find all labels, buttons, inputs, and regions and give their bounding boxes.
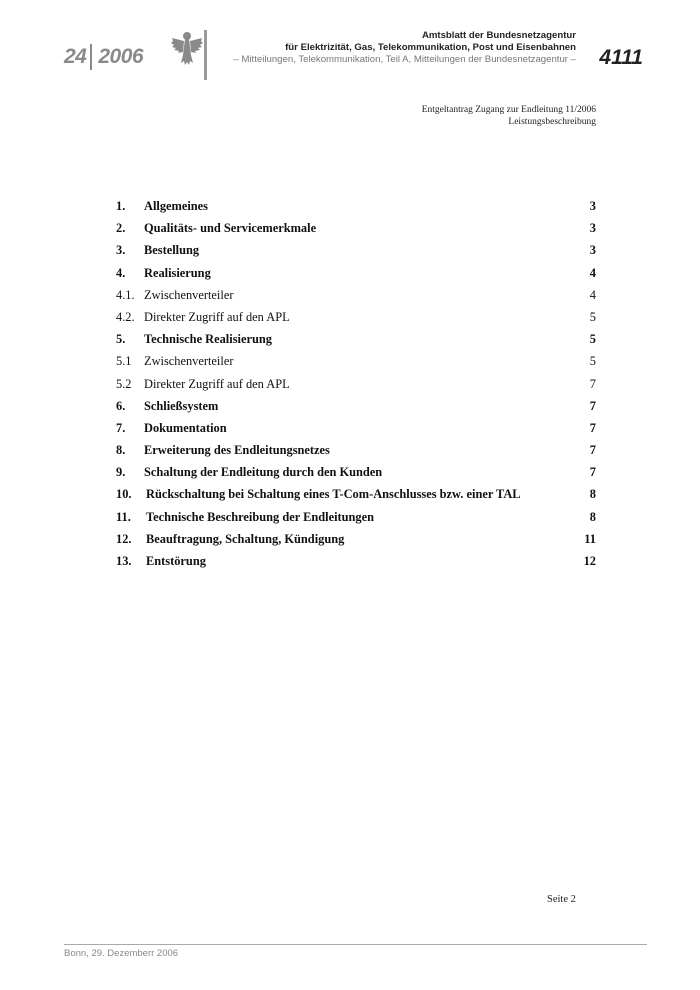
toc-entry-page: 4 xyxy=(589,265,596,280)
toc-entry[interactable] xyxy=(116,221,596,243)
page-label: Seite 2 xyxy=(547,894,576,905)
toc-entry[interactable] xyxy=(116,465,596,487)
toc-entry-page: 12 xyxy=(583,554,596,568)
toc-entry[interactable] xyxy=(116,377,596,399)
toc-entry-number: 1. xyxy=(116,199,126,213)
toc-entry-number: 9. xyxy=(116,465,126,480)
toc-entry-title: Dokumentation xyxy=(144,420,227,435)
toc-entry-page: 7 xyxy=(589,398,596,413)
toc-entry[interactable] xyxy=(116,288,596,310)
toc-entry-number: 12. xyxy=(116,531,132,546)
toc-entry-page: 8 xyxy=(589,487,596,502)
toc-entry-page: 11 xyxy=(584,531,596,546)
publisher-line-1: Amtsblatt der Bundesnetzagentur xyxy=(421,30,576,41)
toc-entry-title: Erweiterung des Endleitungsnetzes xyxy=(144,443,330,458)
toc-entry-title: Bestellung xyxy=(144,243,200,258)
document-meta-line-2: Leistungsbeschreibung xyxy=(508,117,596,127)
table-of-contents xyxy=(116,199,596,576)
toc-entry-title: Technische Beschreibung der Endleitungen xyxy=(146,509,375,524)
toc-entry[interactable] xyxy=(116,399,596,421)
toc-entry-number: 4.2. xyxy=(116,309,135,324)
document-meta-line-1: Entgeltantrag Zugang zur Endleitung 11/2006 xyxy=(421,105,596,115)
toc-entry-title: Schaltung der Endleitung durch den Kunden xyxy=(144,465,383,480)
toc-entry-page: 5 xyxy=(589,309,596,324)
toc-entry-page: 7 xyxy=(589,443,596,458)
toc-entry[interactable] xyxy=(116,532,596,554)
issue-number: 24 xyxy=(64,45,87,68)
federal-eagle-icon xyxy=(170,29,204,69)
toc-entry-title: Schließsystem xyxy=(144,398,219,413)
toc-entry-page: 8 xyxy=(589,509,596,524)
toc-entry-page: 7 xyxy=(589,420,596,435)
toc-entry-number: 5. xyxy=(116,332,126,347)
toc-entry-number: 3. xyxy=(116,243,126,258)
toc-entry[interactable] xyxy=(116,443,596,465)
toc-entry-title: Realisierung xyxy=(144,265,211,280)
toc-entry-title: Zwischenverteiler xyxy=(144,354,234,369)
document-meta xyxy=(422,104,596,128)
toc-entry-title: Beauftragung, Schaltung, Kündigung xyxy=(146,531,345,546)
issue-divider xyxy=(90,44,92,70)
toc-entry-number: 6. xyxy=(116,398,126,413)
toc-entry[interactable] xyxy=(116,266,596,288)
toc-entry-title: Direkter Zugriff auf den APL xyxy=(144,376,290,391)
toc-entry-number: 4. xyxy=(116,265,126,280)
toc-entry-number: 4.1. xyxy=(116,287,135,302)
toc-entry-number: 5.2 xyxy=(116,376,132,391)
toc-entry[interactable] xyxy=(116,354,596,376)
footer-rule xyxy=(64,944,647,945)
publication-header xyxy=(214,30,576,66)
publisher-line-2: für Elektrizität, Gas, Telekommunikation, Post und Eisenbahnen xyxy=(285,41,576,53)
footer-date: Bonn, 29. Dezemberr 2006 xyxy=(64,948,179,959)
toc-entry-page: 4 xyxy=(589,287,596,302)
toc-entry[interactable] xyxy=(116,554,596,576)
issue-label xyxy=(64,44,143,70)
toc-entry-number: 8. xyxy=(116,443,126,458)
toc-entry[interactable] xyxy=(116,199,596,221)
toc-entry-number: 7. xyxy=(116,420,126,435)
toc-entry[interactable] xyxy=(116,421,596,443)
toc-entry-page: 7 xyxy=(589,465,596,480)
toc-entry[interactable] xyxy=(116,487,596,509)
toc-entry-number: 5.1 xyxy=(116,354,132,369)
page-number: 4111 xyxy=(599,46,643,69)
toc-entry-title: Allgemeines xyxy=(144,199,209,213)
toc-entry-title: Rückschaltung bei Schaltung eines T-Com-Anschlusses bzw. einer TAL xyxy=(146,487,521,502)
toc-entry[interactable] xyxy=(116,510,596,532)
toc-entry-page: 3 xyxy=(589,243,596,258)
toc-entry[interactable] xyxy=(116,332,596,354)
toc-entry-title: Entstörung xyxy=(146,554,206,568)
toc-entry-number: 13. xyxy=(116,554,132,568)
issue-year: 2006 xyxy=(98,45,144,68)
toc-entry-page: 5 xyxy=(589,332,596,347)
toc-entry-page: 3 xyxy=(589,199,596,213)
toc-entry-title: Qualitäts- und Servicemerkmale xyxy=(144,221,317,236)
section-line: – Mitteilungen, Telekommunikation, Teil A, Mitteilungen der Bundesnetzagentur – xyxy=(233,54,576,65)
toc-entry-number: 2. xyxy=(116,221,126,236)
toc-entry-page: 3 xyxy=(589,221,596,236)
toc-entry-title: Technische Realisierung xyxy=(144,332,272,347)
toc-entry[interactable] xyxy=(116,243,596,265)
toc-entry-page: 7 xyxy=(589,376,596,391)
toc-entry[interactable] xyxy=(116,310,596,332)
toc-entry-number: 10. xyxy=(116,487,132,502)
toc-entry-page: 5 xyxy=(589,354,596,369)
toc-entry-title: Direkter Zugriff auf den APL xyxy=(144,309,290,324)
header-divider xyxy=(204,30,207,80)
toc-entry-number: 11. xyxy=(116,509,131,524)
toc-entry-title: Zwischenverteiler xyxy=(144,287,234,302)
